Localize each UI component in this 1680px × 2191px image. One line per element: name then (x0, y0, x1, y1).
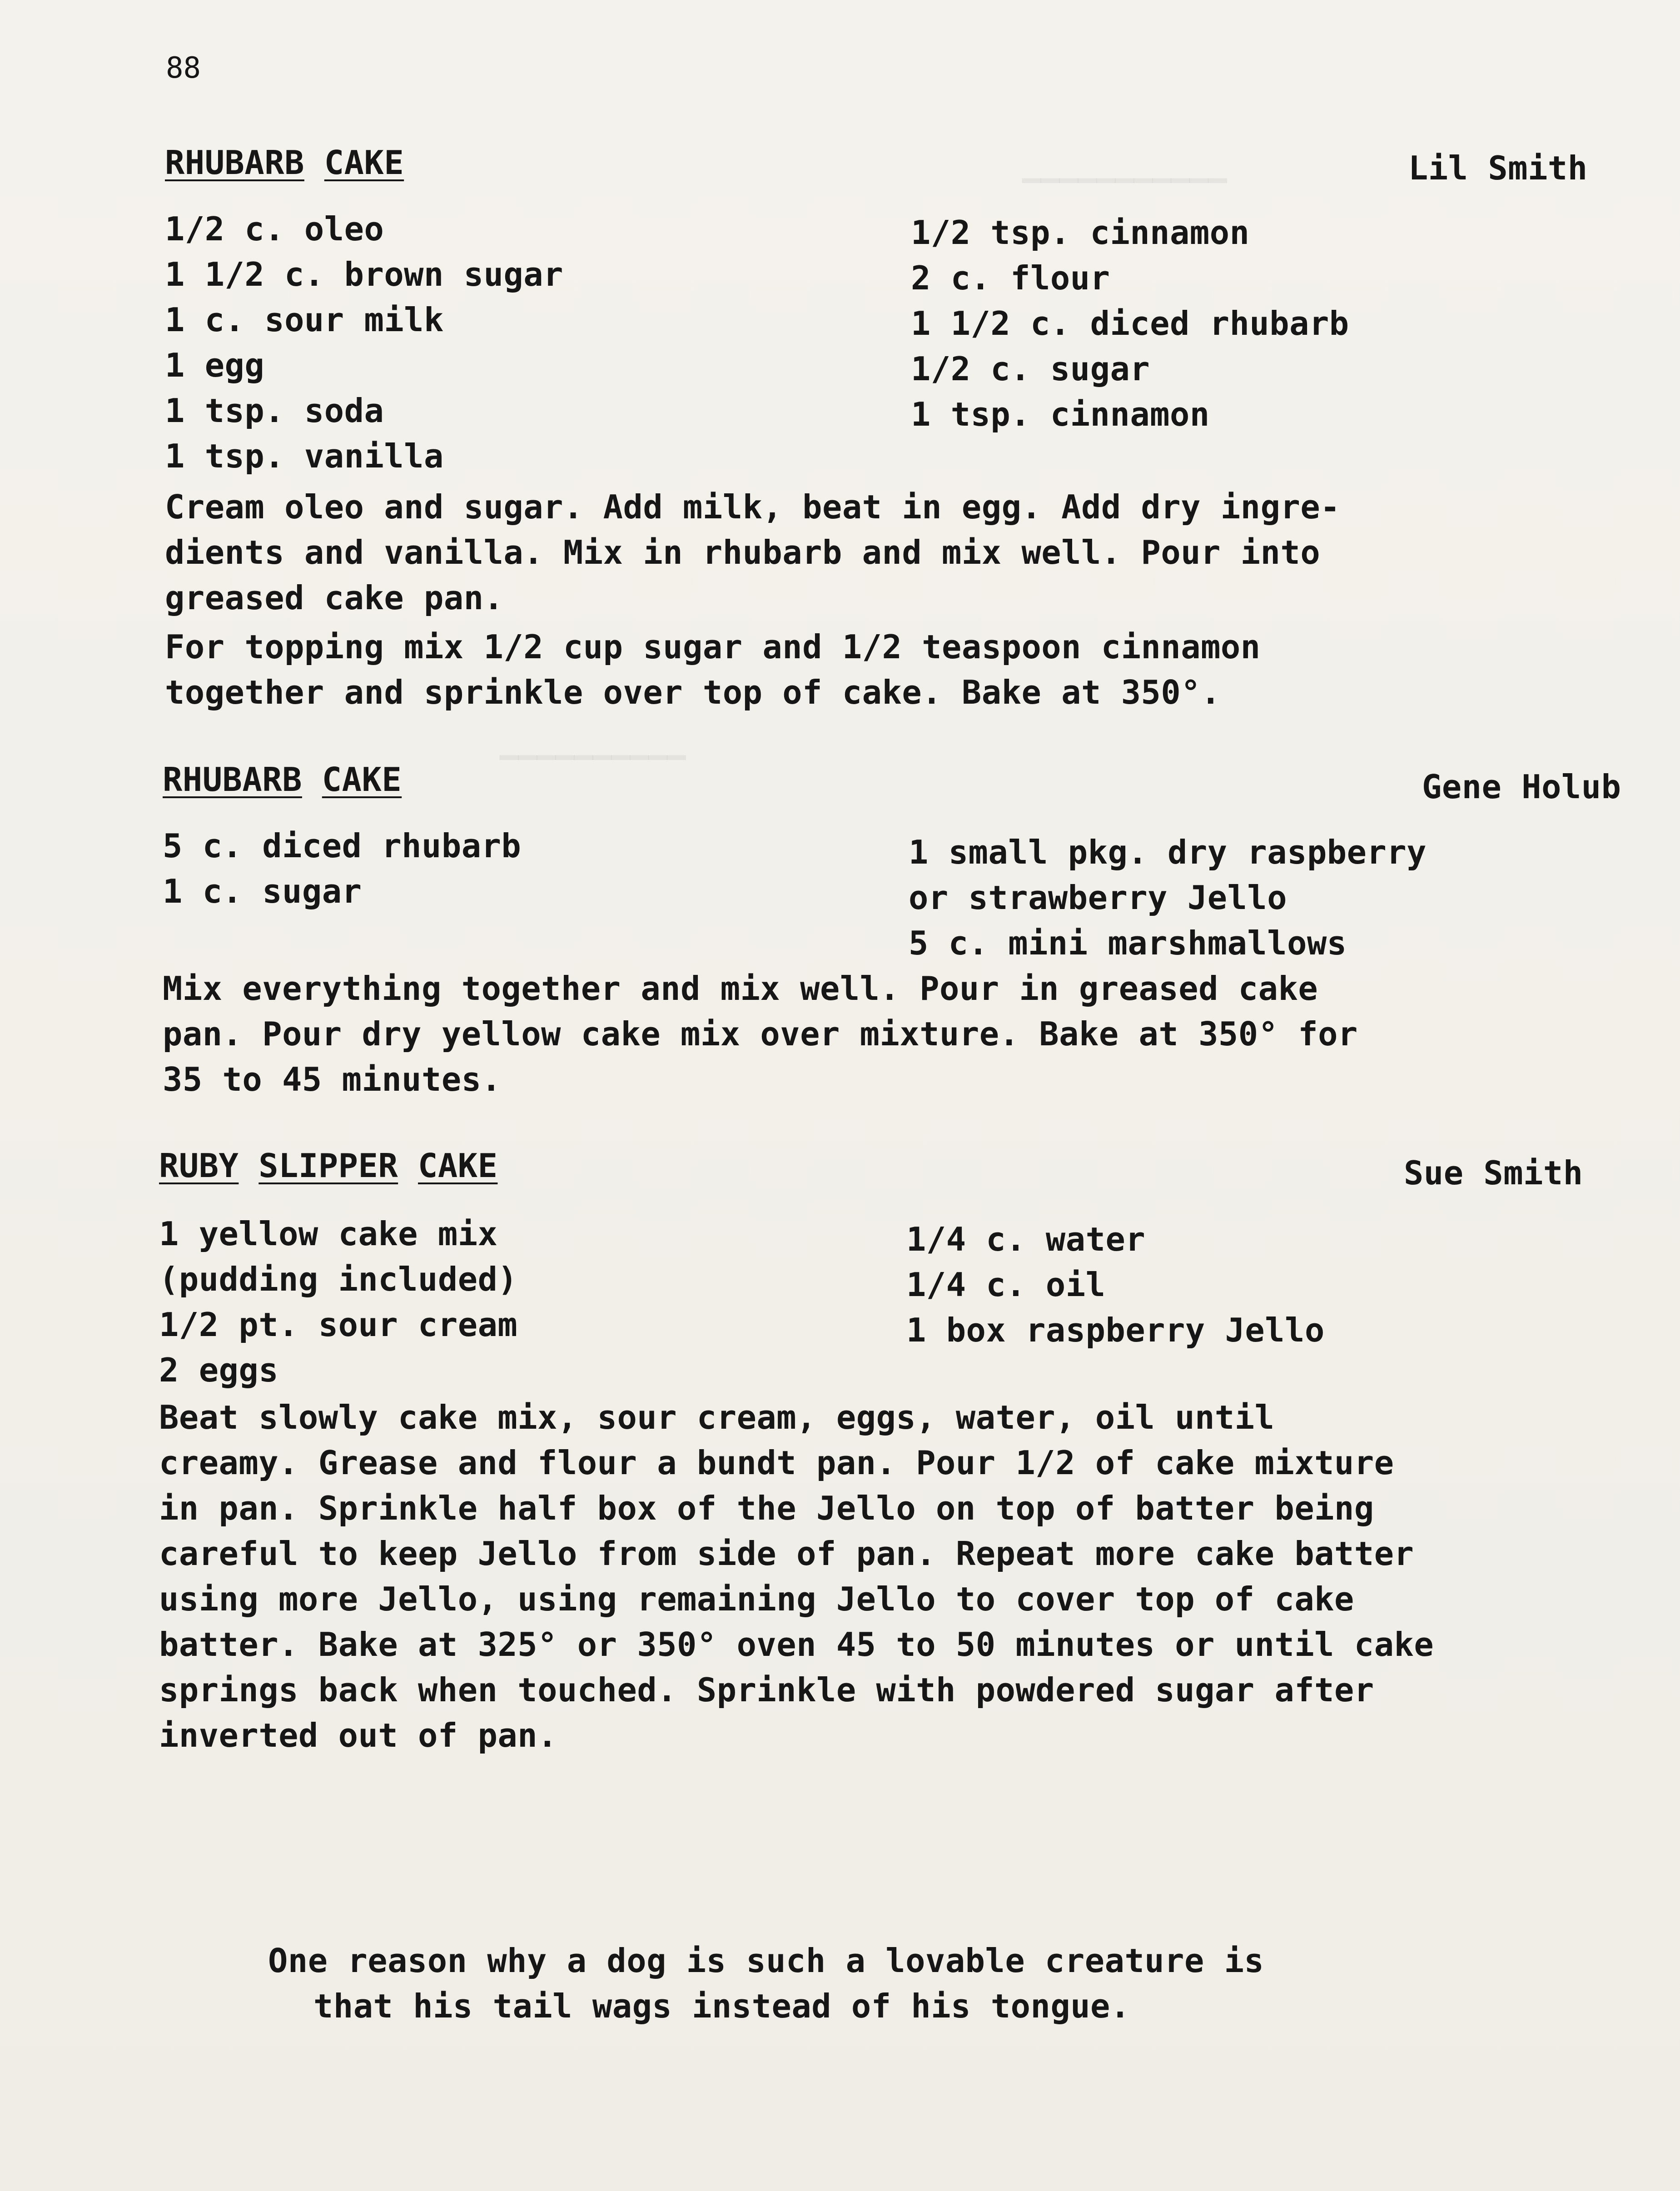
instruction-line: batter. Bake at 325° or 350° oven 45 to 50 minutes or until cake (159, 1625, 1434, 1664)
instruction-line: springs back when touched. Sprinkle with powdered sugar after (159, 1671, 1374, 1709)
ingredient-right: 1 box raspberry Jello (906, 1311, 1325, 1349)
instruction-line: inverted out of pan. (159, 1716, 557, 1754)
instruction-line: using more Jello, using remaining Jello to cover top of cake (159, 1580, 1354, 1618)
bleed-through-mark: ▁▁▁▁▁▁▁▁▁▁ (500, 724, 686, 760)
recipe-author: Gene Holub (1422, 768, 1621, 806)
instruction-line: in pan. Sprinkle half box of the Jello on top of batter being (159, 1489, 1374, 1527)
ingredient-left: 1 1/2 c. brown sugar (165, 255, 563, 293)
instruction-line: For topping mix 1/2 cup sugar and 1/2 teaspoon cinnamon (165, 628, 1261, 666)
quote-line: One reason why a dog is such a lovable creature is (268, 1942, 1264, 1980)
ingredient-left: 1/2 pt. sour cream (159, 1306, 518, 1344)
recipe-title: RHUBARB CAKE (165, 144, 404, 182)
ingredient-right: 2 c. flour (911, 259, 1110, 297)
instruction-line: greased cake pan. (165, 579, 504, 617)
recipe-author: Lil Smith (1408, 149, 1588, 187)
quote-line: that his tail wags instead of his tongue. (313, 1987, 1130, 2025)
ingredient-right: or strawberry Jello (909, 879, 1287, 917)
recipe-author: Sue Smith (1404, 1154, 1583, 1192)
recipe-title: RUBY SLIPPER CAKE (159, 1147, 498, 1185)
instruction-line: Beat slowly cake mix, sour cream, eggs, water, oil until (159, 1398, 1275, 1436)
instruction-line: Cream oleo and sugar. Add milk, beat in egg. Add dry ingre- (165, 488, 1341, 526)
instruction-line: careful to keep Jello from side of pan. Repeat more cake batter (159, 1535, 1414, 1573)
ingredient-right: 1 tsp. cinnamon (911, 395, 1210, 433)
recipe-title: RHUBARB CAKE (163, 760, 402, 799)
ingredient-left: 1/2 c. oleo (165, 210, 384, 248)
ingredient-left: 1 yellow cake mix (159, 1215, 498, 1253)
ingredient-left: 1 egg (165, 346, 265, 384)
ingredient-right: 1/4 c. water (906, 1220, 1146, 1258)
instruction-line: creamy. Grease and flour a bundt pan. Pour 1/2 of cake mixture (159, 1444, 1394, 1482)
ingredient-left: 5 c. diced rhubarb (163, 827, 522, 865)
instruction-line: 35 to 45 minutes. (163, 1060, 502, 1098)
instruction-line: Mix everything together and mix well. Pour in greased cake (163, 969, 1318, 1008)
ingredient-left: (pudding included) (159, 1260, 518, 1298)
ingredient-left: 1 c. sour milk (165, 301, 444, 339)
ingredient-left: 2 eggs (159, 1351, 279, 1389)
ingredient-left: 1 tsp. vanilla (165, 437, 444, 475)
ingredient-left: 1 tsp. soda (165, 392, 384, 430)
instruction-line: dients and vanilla. Mix in rhubarb and mix well. Pour into (165, 533, 1321, 571)
ingredient-right: 5 c. mini marshmallows (909, 924, 1347, 962)
ingredient-right: 1 1/2 c. diced rhubarb (911, 304, 1349, 343)
instruction-line: pan. Pour dry yellow cake mix over mixture. Bake at 350° for (163, 1015, 1358, 1053)
ingredient-left: 1 c. sugar (163, 872, 362, 910)
page-number: 88 (166, 51, 201, 85)
bleed-through-mark: ▁▁▁▁▁▁▁▁▁▁▁ (1022, 147, 1227, 183)
ingredient-right: 1/2 c. sugar (911, 350, 1150, 388)
ingredient-right: 1/2 tsp. cinnamon (911, 214, 1250, 252)
instruction-line: together and sprinkle over top of cake. Bake at 350°. (165, 673, 1221, 711)
ingredient-right: 1/4 c. oil (906, 1266, 1106, 1304)
ingredient-right: 1 small pkg. dry raspberry (909, 833, 1427, 871)
